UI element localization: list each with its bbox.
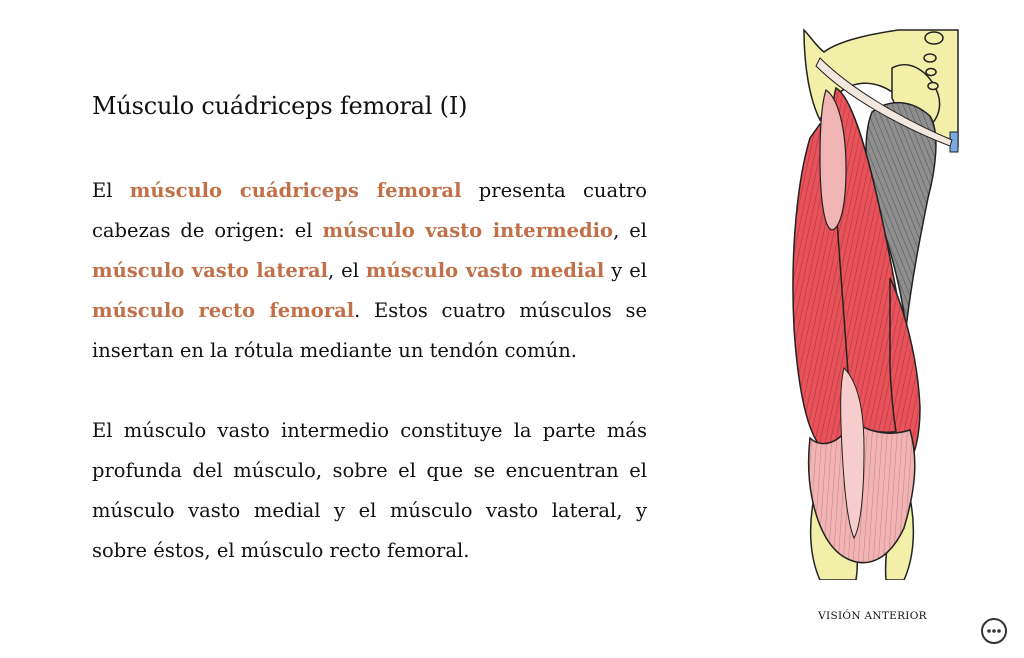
page-title: Músculo cuádriceps femoral (I) [92,92,468,120]
text-segment: El [92,179,130,202]
paragraph-intro [92,171,647,371]
term-cuadriceps-femoral[interactable]: músculo cuádriceps femoral [129,179,462,202]
more-options-button[interactable] [980,617,1008,645]
thigh-anatomy-illustration [780,28,962,580]
figure-caption: VISIÓN ANTERIOR [818,610,927,622]
term-recto-femoral[interactable]: músculo recto femoral [92,299,355,322]
text-segment: . Estos cuatro músculos se insertan en la rótula mediante un tendón común. [92,299,647,362]
term-vasto-medial[interactable]: músculo vasto medial [365,259,605,282]
text-segment: presenta cuatro cabezas de origen: el [92,179,648,242]
text-segment: , el [613,219,647,242]
term-vasto-intermedio[interactable]: músculo vasto intermedio [322,219,614,242]
text-segment: , el [328,259,366,282]
more-options-icon [980,617,1008,645]
term-vasto-lateral[interactable]: músculo vasto lateral [92,259,329,282]
text-segment: y el [604,259,647,282]
paragraph-description: El músculo vasto intermedio constituye la parte más profunda del músculo, sobre el que se encuentran el músculo vasto medial y el músculo vasto lateral, y sobre éstos, el músculo recto femoral. [92,419,647,562]
